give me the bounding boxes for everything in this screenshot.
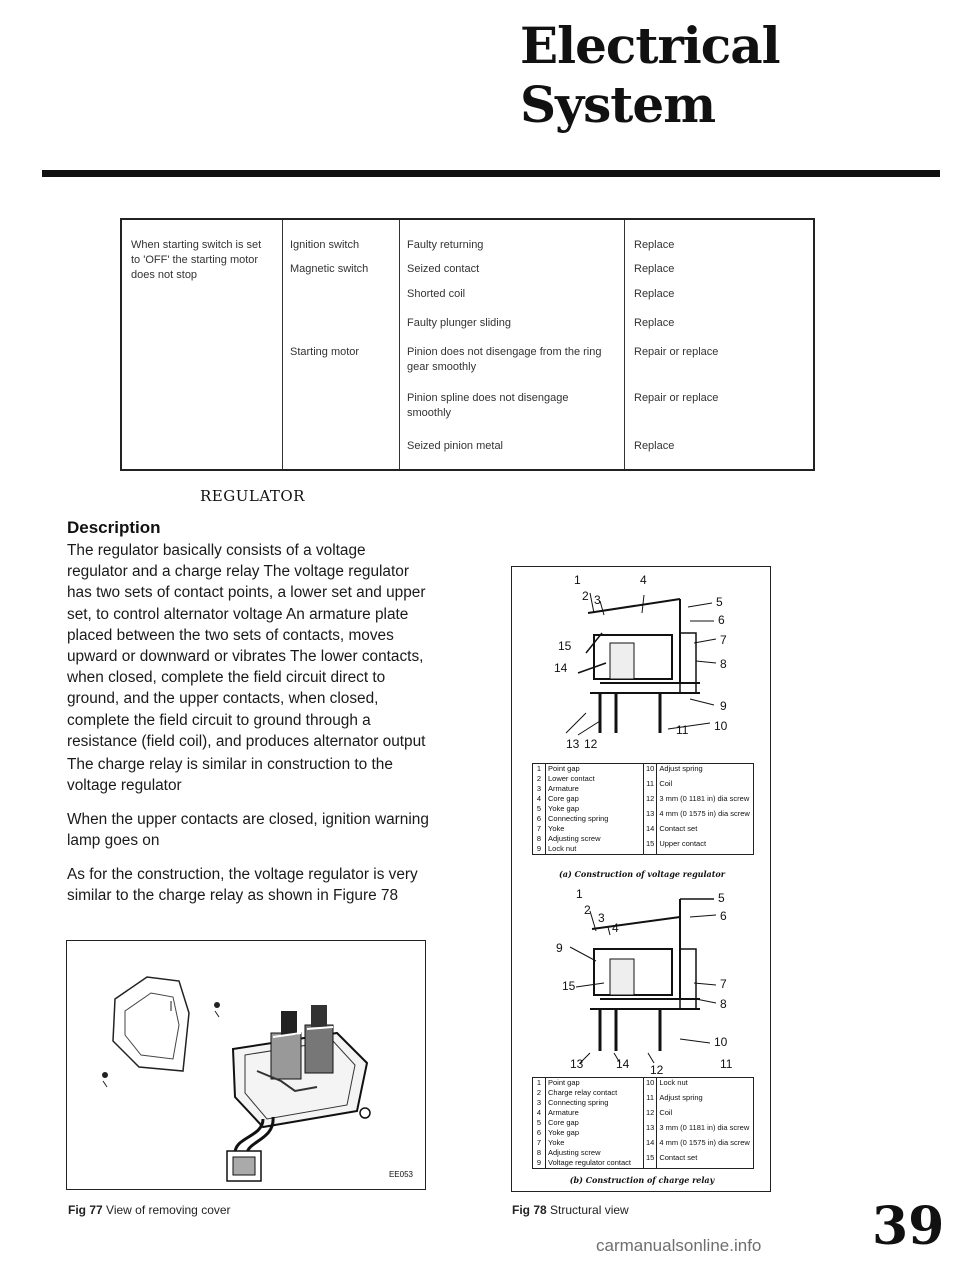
remedy-cell: Repair or replace <box>634 392 719 404</box>
callout-number: 10 <box>714 719 728 733</box>
callout-number: 9 <box>556 941 563 955</box>
legend-number: 4 <box>533 1108 546 1118</box>
legend-number: 12 <box>644 1108 657 1123</box>
legend-number: 11 <box>644 1093 657 1108</box>
legend-label: Adjusting screw <box>548 1148 601 1157</box>
figure-78-box <box>511 566 771 1192</box>
legend-label: Adjust spring <box>659 764 703 773</box>
legend-charge-relay <box>532 1077 754 1169</box>
callout-number: 3 <box>594 593 601 607</box>
component-cell: Magnetic switch <box>290 263 369 275</box>
paragraph: The regulator basically consists of a voltage regulator and a charge relay The voltage regulator has two sets of contact points, a lower set and upper set, to control alternator voltage An armature plate placed between the two sets of contacts, moves upward or downward or vibrates The lower contacts, when closed, complete the field circuit direct to ground, and the upper contacts, when closed, complete the field circuit to ground through a resistance (field coil), and produces alternator output <box>67 542 426 750</box>
legend-number: 13 <box>644 1123 657 1138</box>
cause-cell: Seized pinion metal <box>407 440 504 452</box>
figure-caption-text: Structural view <box>550 1203 629 1217</box>
legend-number: 6 <box>533 1128 546 1138</box>
legend-number: 8 <box>533 834 546 844</box>
legend-column <box>533 1078 643 1168</box>
legend-number: 1 <box>533 764 546 774</box>
legend-label: 3 mm (0 1181 in) dia screw <box>659 794 750 803</box>
legend-number: 14 <box>644 1138 657 1153</box>
callout-number: 9 <box>720 699 727 713</box>
legend-number: 2 <box>533 1088 546 1098</box>
cause-cell: Seized contact <box>407 263 480 275</box>
paragraph: The charge relay is similar in construction to the voltage regulator <box>67 756 393 795</box>
legend-label: Adjust spring <box>659 1093 703 1102</box>
remedy-cell: Replace <box>634 440 675 452</box>
cause-cell: Shorted coil <box>407 288 466 300</box>
legend-label: Connecting spring <box>548 814 609 823</box>
callout-number: 3 <box>598 911 605 925</box>
callout-number: 15 <box>558 639 572 653</box>
legend-label: Yoke <box>548 824 565 833</box>
legend-label: Lock nut <box>548 844 577 853</box>
legend-number: 15 <box>644 1153 657 1168</box>
header-rule <box>42 170 940 177</box>
cause-cell: Faulty plunger sliding <box>407 317 511 329</box>
component-cell: Starting motor <box>290 346 360 358</box>
remedy-cell: Repair or replace <box>634 346 719 358</box>
legend-column <box>643 764 753 854</box>
callout-number: 15 <box>562 979 576 993</box>
legend-label: Armature <box>548 784 579 793</box>
remedy-cell: Replace <box>634 239 675 251</box>
figure-code: EE053 <box>388 1170 413 1179</box>
symptom-cell: When starting switch is set to 'OFF' the starting motor does not stop <box>131 239 262 281</box>
legend-label: Charge relay contact <box>548 1088 618 1097</box>
legend-number: 13 <box>644 809 657 824</box>
legend-label: Armature <box>548 1108 579 1117</box>
legend-number: 7 <box>533 824 546 834</box>
callout-number: 7 <box>720 977 727 991</box>
subfigure-b-caption: (b) Construction of charge relay <box>569 1175 715 1185</box>
callout-number: 6 <box>720 909 727 923</box>
legend-number: 9 <box>533 1158 546 1168</box>
callout-number: 13 <box>570 1057 584 1071</box>
legend-label: 4 mm (0 1575 in) dia screw <box>659 809 750 818</box>
cause-cell: Pinion spline does not disengage smoothly <box>407 392 569 419</box>
legend-number: 9 <box>533 844 546 854</box>
figure-caption-text: View of removing cover <box>106 1203 231 1217</box>
callout-number: 5 <box>716 595 723 609</box>
legend-label: Yoke gap <box>548 1128 580 1137</box>
legend-number: 7 <box>533 1138 546 1148</box>
legend-number: 6 <box>533 814 546 824</box>
regulator-photo-illustration <box>67 941 424 1188</box>
watermark-text: carmanualsonline.info <box>596 1236 762 1255</box>
figure-number: Fig 78 <box>512 1203 547 1217</box>
callout-number: 4 <box>640 573 647 587</box>
page-number: 39 <box>872 1196 945 1257</box>
legend-number: 3 <box>533 1098 546 1108</box>
legend-label: Adjusting screw <box>548 834 601 843</box>
legend-label: Coil <box>659 779 673 788</box>
remedy-cell: Replace <box>634 288 675 300</box>
legend-voltage-regulator <box>532 763 754 855</box>
callout-number: 11 <box>676 723 689 737</box>
table-divider <box>399 220 400 469</box>
legend-number: 14 <box>644 824 657 839</box>
legend-number: 5 <box>533 804 546 814</box>
figure-77-box <box>66 940 426 1190</box>
voltage-regulator-callouts <box>532 573 756 761</box>
legend-label: 4 mm (0 1575 in) dia screw <box>659 1138 750 1147</box>
legend-label: Yoke <box>548 1138 565 1147</box>
legend-label: Lower contact <box>548 774 595 783</box>
legend-number: 5 <box>533 1118 546 1128</box>
callout-number: 7 <box>720 633 727 647</box>
legend-column <box>643 1078 753 1168</box>
page-header-title: Electrical System <box>520 16 780 134</box>
legend-label: Core gap <box>548 1118 579 1127</box>
section-heading: REGULATOR <box>200 487 305 505</box>
callout-number: 11 <box>720 1057 733 1071</box>
callout-number: 12 <box>584 737 598 751</box>
table-divider <box>624 220 625 469</box>
legend-column <box>533 764 643 854</box>
callout-number: 4 <box>612 921 619 935</box>
legend-label: Point gap <box>548 1078 580 1087</box>
legend-number: 4 <box>533 794 546 804</box>
legend-number: 12 <box>644 794 657 809</box>
figure-77-caption <box>68 1203 231 1217</box>
legend-number: 10 <box>644 764 657 779</box>
callout-number: 2 <box>584 903 591 917</box>
legend-label: Core gap <box>548 794 579 803</box>
callout-number: 1 <box>576 887 583 901</box>
callout-number: 5 <box>718 891 725 905</box>
legend-label: Lock nut <box>659 1078 688 1087</box>
legend-number: 1 <box>533 1078 546 1088</box>
remedy-cell: Replace <box>634 263 675 275</box>
legend-label: Point gap <box>548 764 580 773</box>
cause-cell: Pinion does not disengage from the ring gear smoothly <box>407 346 602 373</box>
paragraph: When the upper contacts are closed, ignition warning lamp goes on <box>67 811 429 850</box>
component-cell: Ignition switch <box>290 239 360 251</box>
cause-cell: Faulty returning <box>407 239 484 251</box>
legend-label: 3 mm (0 1181 in) dia screw <box>659 1123 750 1132</box>
legend-number: 3 <box>533 784 546 794</box>
subfigure-a-caption: (a) Construction of voltage regulator <box>559 869 725 879</box>
legend-number: 8 <box>533 1148 546 1158</box>
legend-label: Connecting spring <box>548 1098 609 1107</box>
callout-number: 14 <box>554 661 568 675</box>
legend-label: Contact set <box>659 1153 698 1162</box>
callout-number: 1 <box>574 573 581 587</box>
callout-number: 14 <box>616 1057 630 1071</box>
figure-78-caption <box>512 1203 629 1217</box>
legend-label: Upper contact <box>659 839 707 848</box>
legend-number: 11 <box>644 779 657 794</box>
callout-number: 6 <box>718 613 725 627</box>
figure-number: Fig 77 <box>68 1203 103 1217</box>
paragraph: As for the construction, the voltage regulator is very similar to the charge relay as shown in Figure 78 <box>67 866 418 905</box>
callout-number: 13 <box>566 737 580 751</box>
callout-number: 8 <box>720 997 727 1011</box>
legend-label: Coil <box>659 1108 673 1117</box>
legend-label: Contact set <box>659 824 698 833</box>
legend-label: Yoke gap <box>548 804 580 813</box>
remedy-cell: Replace <box>634 317 675 329</box>
callout-number: 12 <box>650 1063 664 1077</box>
callout-number: 8 <box>720 657 727 671</box>
table-divider <box>282 220 283 469</box>
callout-number: 2 <box>582 589 589 603</box>
callout-number: 10 <box>714 1035 728 1049</box>
legend-number: 15 <box>644 839 657 854</box>
troubleshooting-table <box>120 218 815 471</box>
legend-number: 2 <box>533 774 546 784</box>
sub-heading: Description <box>67 518 161 537</box>
legend-number: 10 <box>644 1078 657 1093</box>
charge-relay-callouts <box>532 887 756 1077</box>
legend-label: Voltage regulator contact <box>548 1158 631 1167</box>
